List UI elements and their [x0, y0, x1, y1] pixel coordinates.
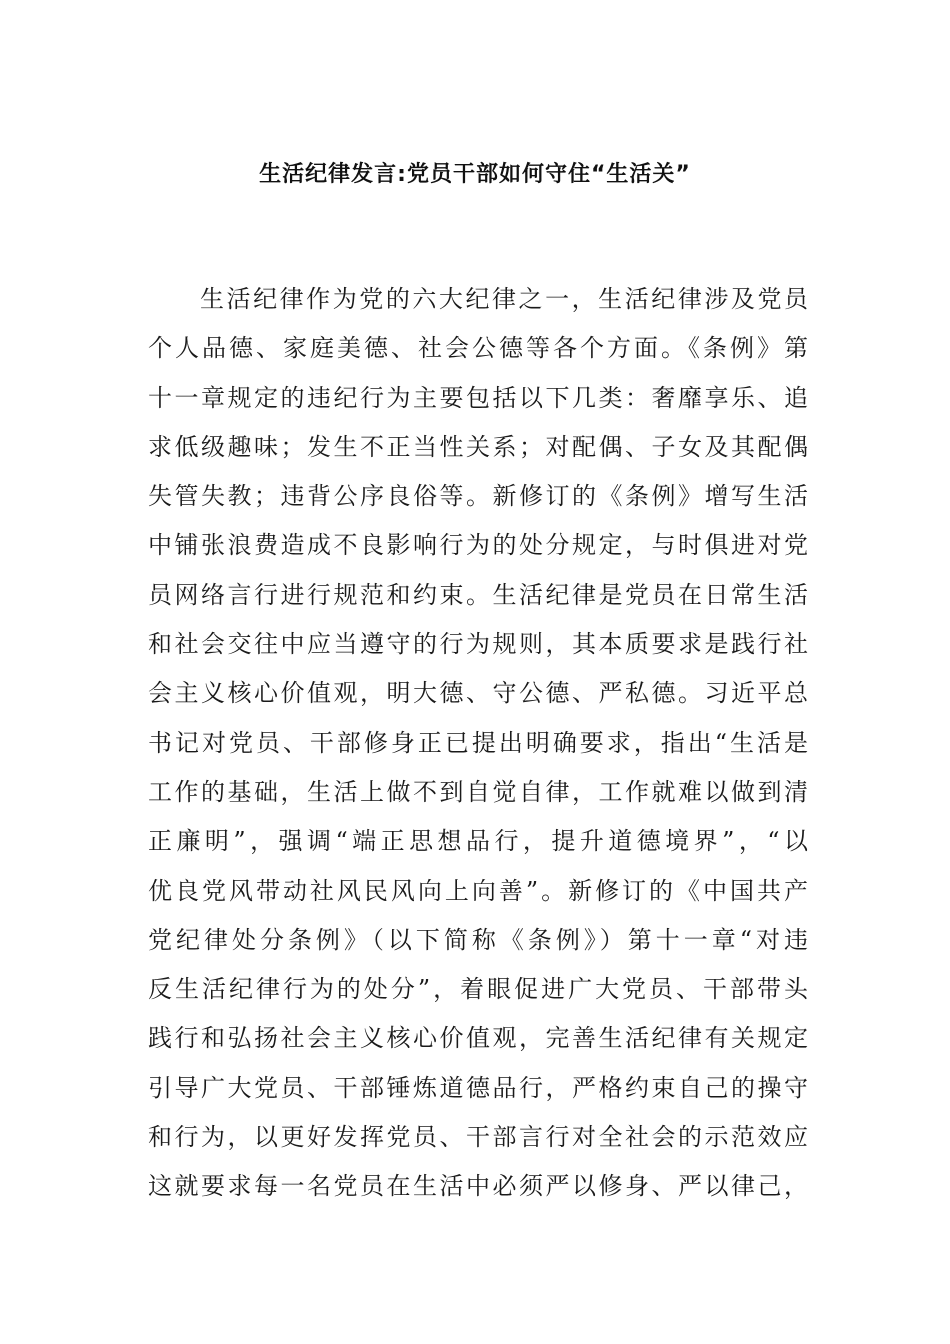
text-line: 工作的基础，生活上做不到自觉自律，工作就难以做到清	[148, 777, 808, 806]
body-paragraph	[148, 279, 808, 1216]
text-line: 和行为，以更好发挥党员、干部言行对全社会的示范效应	[148, 1123, 808, 1152]
document-title: 生活纪律发言:党员干部如何守住“生活关”	[259, 162, 691, 187]
text-line: 引导广大党员、干部锤炼道德品行，严格约束自己的操守	[148, 1073, 808, 1102]
text-line: 优良党风带动社风民风向上向善”。新修订的《中国共产	[148, 876, 808, 905]
text-line: 求低级趣味；发生不正当性关系；对配偶、子女及其配偶	[148, 432, 808, 461]
text-line: 个人品德、家庭美德、社会公德等各个方面。《条例》第	[148, 334, 808, 363]
text-line: 生活纪律作为党的六大纪律之一，生活纪律涉及党员	[200, 285, 808, 313]
text-line: 会主义核心价值观，明大德、守公德、严私德。习近平总	[148, 679, 808, 708]
text-line: 正廉明”，强调“端正思想品行，提升道德境界”，“以	[148, 827, 808, 856]
text-line: 和社会交往中应当遵守的行为规则，其本质要求是践行社	[148, 630, 808, 659]
text-line: 党纪律处分条例》（以下简称《条例》）第十一章“对违	[148, 925, 808, 954]
text-line: 失管失教；违背公序良俗等。新修订的《条例》增写生活	[148, 482, 808, 511]
text-line: 这就要求每一名党员在生活中必须严以修身、严以律己，	[148, 1172, 808, 1201]
text-line: 书记对党员、干部修身正已提出明确要求，指出“生活是	[148, 728, 808, 757]
text-line: 践行和弘扬社会主义核心价值观，完善生活纪律有关规定	[148, 1024, 808, 1053]
text-line: 反生活纪律行为的处分”，着眼促进广大党员、干部带头	[148, 975, 808, 1004]
text-line: 十一章规定的违纪行为主要包括以下几类：奢靡享乐、追	[148, 383, 808, 412]
text-line: 中铺张浪费造成不良影响行为的处分规定，与时俱进对党	[148, 531, 808, 560]
text-line: 员网络言行进行规范和约束。生活纪律是党员在日常生活	[148, 580, 808, 609]
